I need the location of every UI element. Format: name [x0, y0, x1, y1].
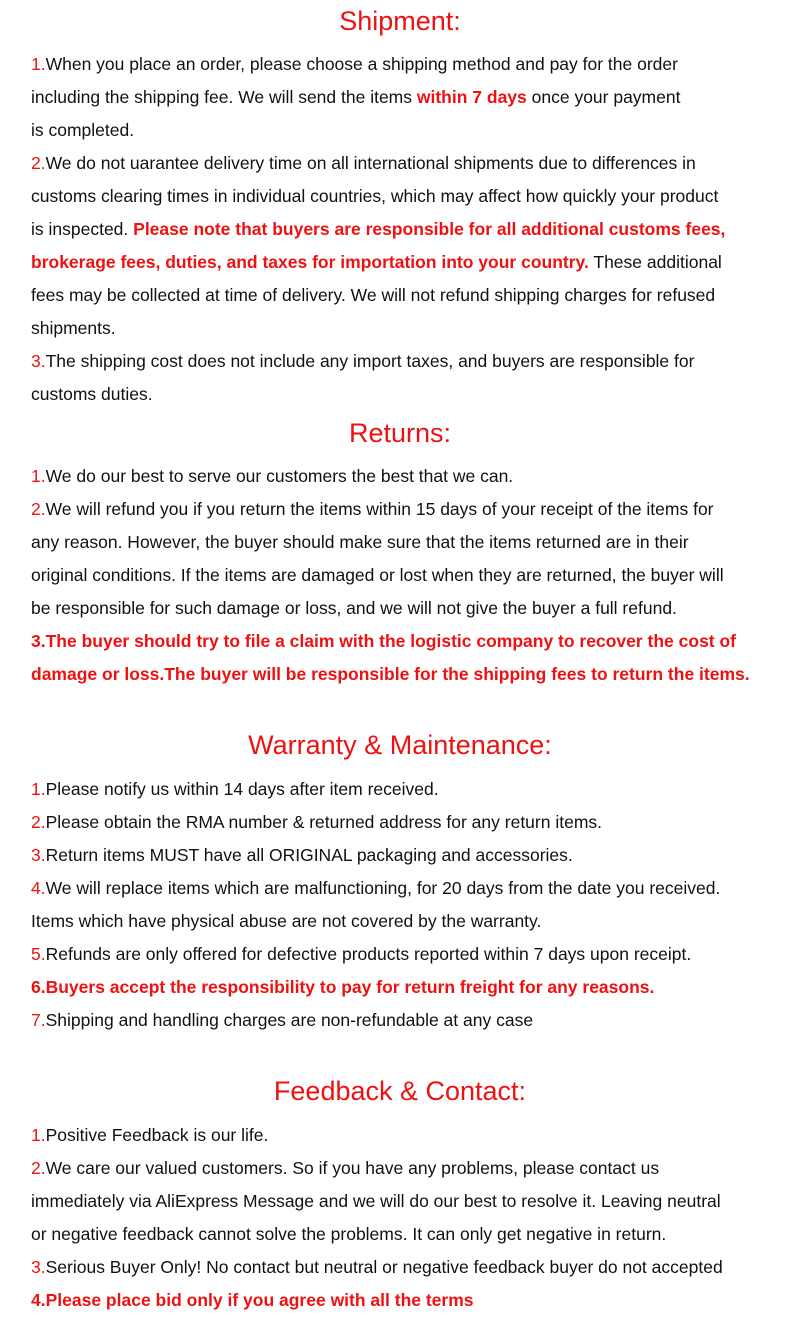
feedback-item-1	[31, 1119, 796, 1152]
returns-item-1	[31, 460, 796, 493]
feedback-item-2	[31, 1152, 796, 1251]
returns-item-2	[31, 493, 796, 625]
highlight-text: Please note that buyers are responsible for all additional customs fees,	[133, 219, 726, 239]
item-number: 3.	[31, 1257, 46, 1277]
shipment-heading: Shipment:	[339, 6, 461, 36]
highlight-text: brokerage fees, duties, and taxes for importation into your country.	[31, 252, 589, 272]
shipment-item-1	[31, 48, 796, 147]
feedback-heading: Feedback & Contact:	[273, 1076, 527, 1106]
line-text: be responsible for such damage or loss, and we will not give the buyer a full refund.	[31, 598, 677, 618]
line-text: once your payment	[526, 87, 681, 107]
line-text: fees may be collected at time of delivery. We will not refund shipping charges for refused	[31, 285, 716, 305]
line-text: Refunds are only offered for defective products reported within 7 days upon receipt.	[45, 944, 692, 964]
line-text: customs duties.	[31, 384, 153, 404]
line-text: Return items MUST have all ORIGINAL packaging and accessories.	[45, 845, 573, 865]
item-number: 3.	[31, 845, 46, 865]
feedback-item-4	[31, 1284, 796, 1317]
shipment-item-3	[31, 345, 796, 411]
item-number: 4.	[31, 1290, 46, 1310]
line-text: Items which have physical abuse are not covered by the warranty.	[31, 911, 542, 931]
line-text: Please obtain the RMA number & returned address for any return items.	[45, 812, 603, 832]
item-number: 7.	[31, 1010, 46, 1030]
line-text: We will refund you if you return the items within 15 days of your receipt of the items for	[45, 499, 714, 519]
item-number: 5.	[31, 944, 46, 964]
line-text: any reason. However, the buyer should make sure that the items returned are in their	[31, 532, 689, 552]
item-number: 1.	[31, 466, 46, 486]
line-text: shipments.	[31, 318, 116, 338]
item-number: 6.	[31, 977, 46, 997]
line-text: We care our valued customers. So if you have any problems, please contact us	[45, 1158, 660, 1178]
returns-item-3	[31, 625, 796, 691]
item-number: 3.	[31, 351, 46, 371]
line-text: Please notify us within 14 days after item received.	[45, 779, 439, 799]
line-text: Serious Buyer Only! No contact but neutral or negative feedback buyer do not accepted	[45, 1257, 723, 1277]
returns-heading: Returns:	[348, 418, 452, 448]
warranty-item-5	[31, 938, 796, 971]
line-text: These additional	[588, 252, 722, 272]
highlight-text: damage or loss.The buyer will be responsible for the shipping fees to return the items.	[31, 664, 750, 684]
line-text: The shipping cost does not include any import taxes, and buyers are responsible for	[45, 351, 695, 371]
item-number: 2.	[31, 153, 46, 173]
shipment-item-2	[31, 147, 796, 345]
highlight-text: Please place bid only if you agree with all the terms	[45, 1290, 474, 1310]
item-number: 1.	[31, 54, 46, 74]
line-text: Positive Feedback is our life.	[45, 1125, 269, 1145]
line-text: or negative feedback cannot solve the problems. It can only get negative in return.	[31, 1224, 667, 1244]
warranty-heading: Warranty & Maintenance:	[248, 730, 552, 760]
line-text: is completed.	[31, 120, 135, 140]
highlight-text: Buyers accept the responsibility to pay for return freight for any reasons.	[45, 977, 655, 997]
line-text: We will replace items which are malfunctioning, for 20 days from the date you received.	[45, 878, 721, 898]
warranty-item-6	[31, 971, 796, 1004]
line-text: Shipping and handling charges are non-refundable at any case	[45, 1010, 534, 1030]
line-text: including the shipping fee. We will send the items	[31, 87, 417, 107]
line-text: is inspected.	[31, 219, 134, 239]
highlight-text: within 7 days	[416, 87, 527, 107]
item-number: 2.	[31, 499, 46, 519]
line-text: original conditions. If the items are damaged or lost when they are returned, the buyer will	[31, 565, 724, 585]
item-number: 3.	[31, 631, 46, 651]
item-number: 2.	[31, 1158, 46, 1178]
warranty-item-2	[31, 806, 796, 839]
line-text: customs clearing times in individual countries, which may affect how quickly your product	[31, 186, 719, 206]
warranty-item-7	[31, 1004, 796, 1037]
line-text: We do our best to serve our customers the best that we can.	[45, 466, 514, 486]
item-number: 1.	[31, 779, 46, 799]
item-number: 2.	[31, 812, 46, 832]
warranty-item-1	[31, 773, 796, 806]
highlight-text: The buyer should try to file a claim with the logistic company to recover the cost of	[45, 631, 737, 651]
line-text: When you place an order, please choose a shipping method and pay for the order	[45, 54, 678, 74]
feedback-item-3	[31, 1251, 796, 1284]
item-number: 1.	[31, 1125, 46, 1145]
warranty-item-3	[31, 839, 796, 872]
line-text: We do not uarantee delivery time on all international shipments due to differences in	[45, 153, 696, 173]
line-text: immediately via AliExpress Message and we will do our best to resolve it. Leaving neutral	[31, 1191, 721, 1211]
item-number: 4.	[31, 878, 46, 898]
warranty-item-4	[31, 872, 796, 938]
